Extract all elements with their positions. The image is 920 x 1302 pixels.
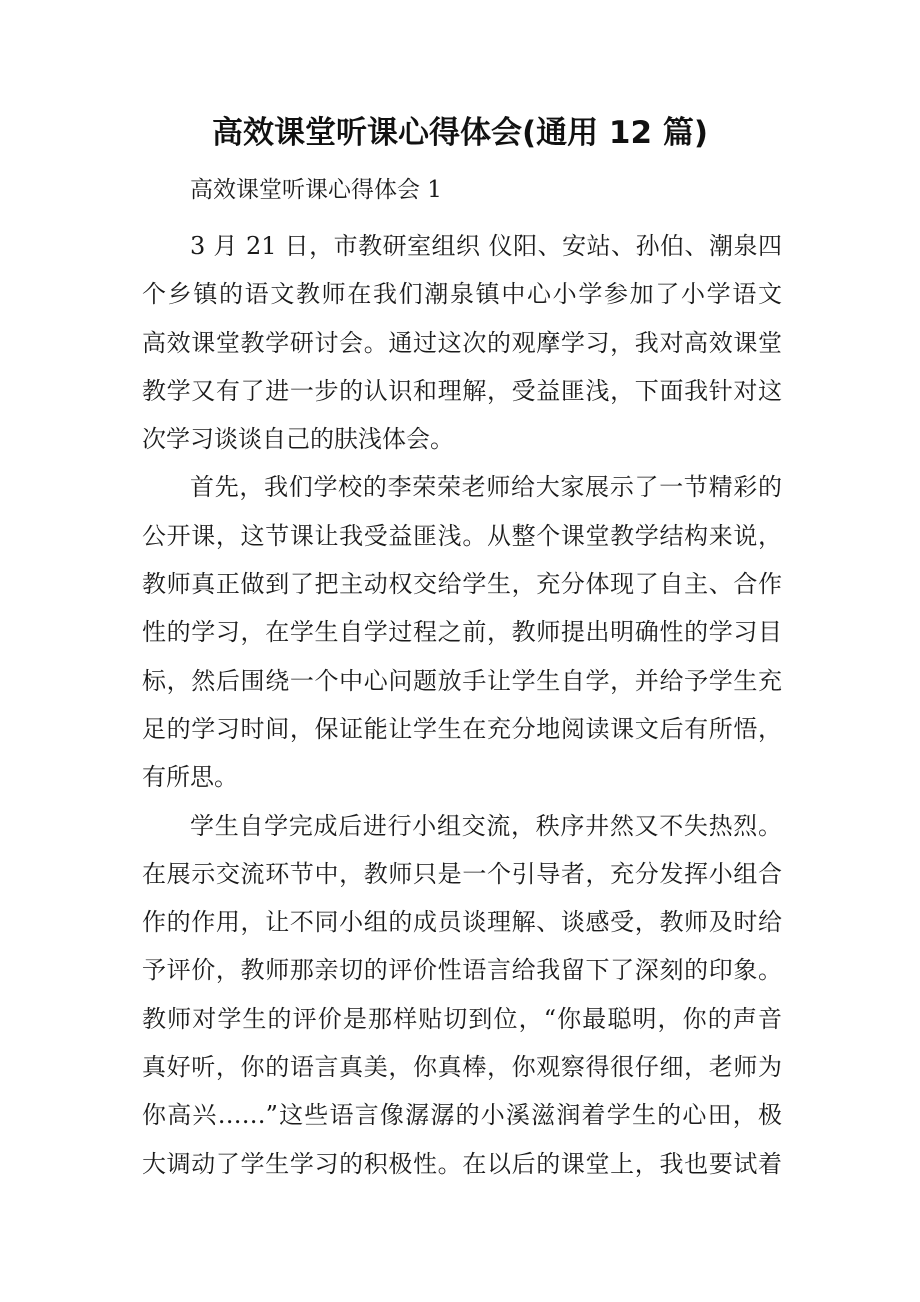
text-line: 3 月 21 日，市教研室组织 仪阳、安站、孙伯、潮泉四 [190,232,782,260]
text-line: 予评价，教师那亲切的评价性语言给我留下了深刻的印象。 [142,956,782,985]
text-line: 首先，我们学校的李荣荣老师给大家展示了一节精彩的 [190,473,782,502]
text-line: 学生自学完成后进行小组交流，秩序井然又不失热烈。 [190,811,782,840]
section-heading: 高效课堂听课心得体会 1 [190,177,442,203]
text-line: 性的学习，在学生自学过程之前，教师提出明确性的学习目 [142,618,782,647]
text-line: 教学又有了进一步的认识和理解，受益匪浅，下面我针对这 [142,376,782,405]
text-line: 大调动了学生学习的积极性。在以后的课堂上，我也要试着 [142,1149,782,1178]
text-line: 教师对学生的评价是那样贴切到位，“你最聪明，你的声音 [142,1004,782,1033]
text-line: 你高兴……”这些语言像潺潺的小溪滋润着学生的心田，极 [142,1101,782,1130]
text-line: 标，然后围绕一个中心问题放手让学生自学，并给予学生充 [142,666,782,695]
paragraph-1 [142,222,782,463]
text-line: 真好听，你的语言真美，你真棒，你观察得很仔细，老师为 [142,1053,782,1082]
text-line: 教师真正做到了把主动权交给学生，充分体现了自主、合作 [142,570,782,599]
text-line: 次学习谈谈自己的肤浅体会。 [142,425,454,454]
text-line: 公开课，这节课让我受益匪浅。从整个课堂教学结构来说， [142,521,782,550]
text-line: 高效课堂教学研讨会。通过这次的观摩学习，我对高效课堂 [142,328,782,357]
paragraph-3 [142,802,782,1188]
text-line: 个乡镇的语文教师在我们潮泉镇中心小学参加了小学语文 [142,280,782,309]
document-body [142,222,782,1188]
paragraph-2 [142,463,782,801]
text-line: 有所思。 [142,763,238,792]
text-line: 足的学习时间，保证能让学生在充分地阅读课文后有所悟， [142,714,782,743]
document-title: 高效课堂听课心得体会(通用 12 篇) [211,115,709,151]
text-line: 作的作用，让不同小组的成员谈理解、谈感受，教师及时给 [142,908,782,937]
text-line: 在展示交流环节中，教师只是一个引导者，充分发挥小组合 [142,859,782,888]
